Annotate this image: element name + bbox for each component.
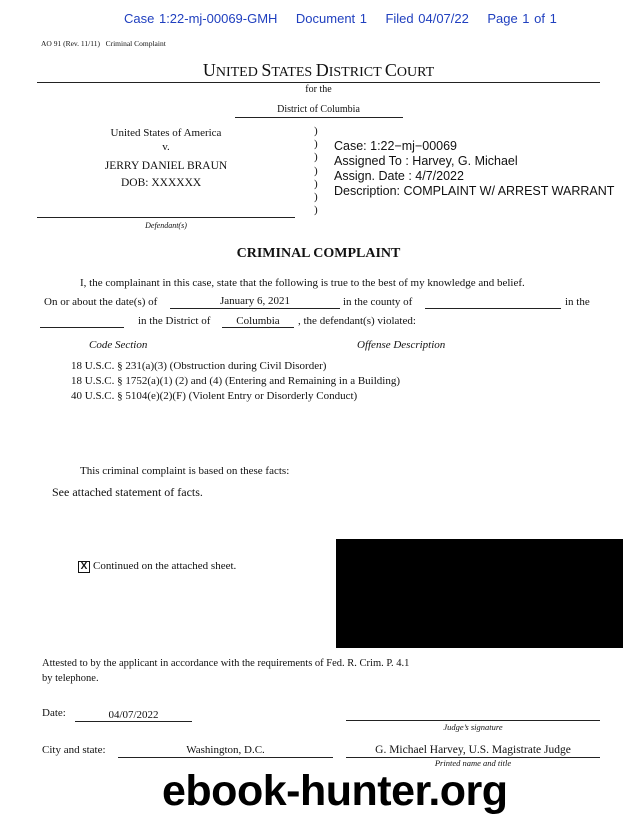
stamp-filed: Filed 04/07/22 [385, 11, 469, 26]
paren-2: ) [314, 138, 318, 151]
redacted-signature-block [336, 539, 623, 648]
defendant-dob: DOB: XXXXXX [121, 177, 202, 189]
court-name-u: U [202, 60, 216, 80]
district-value-rule [222, 327, 294, 328]
complainant-statement: I, the complainant in this case, state that the following is true to the best of my knowledge and belief. [80, 277, 525, 289]
in-the-label: in the [565, 296, 590, 308]
defendant-rule [37, 217, 295, 218]
court-name-c: C [384, 60, 397, 80]
stamp-document: Document 1 [295, 11, 367, 26]
document-title: CRIMINAL COMPLAINT [236, 246, 401, 261]
offense-date-rule [170, 308, 340, 309]
facts-intro: This criminal complaint is based on these facts: [80, 465, 290, 477]
district-label: in the District of [138, 315, 211, 327]
judge-signature-rule [346, 720, 600, 721]
form-id: AO 91 (Rev. 11/11) Criminal Complaint [41, 39, 166, 48]
defendant-label: Defendant(s) [145, 221, 187, 230]
case-info [334, 139, 614, 199]
paren-1: ) [314, 125, 318, 137]
court-name-p1: NITED [215, 65, 262, 80]
caption-parens [314, 125, 318, 217]
paren-3: ) [314, 151, 318, 164]
plaintiff: United States of America [110, 127, 222, 139]
offense-date: January 6, 2021 [220, 295, 290, 307]
district-rule [235, 117, 403, 118]
checkbox-mark: X [80, 561, 88, 572]
city-state-label: City and state: [42, 744, 106, 756]
case-number: Case: 1:22−mj−00069 [334, 139, 458, 153]
filing-stamp [124, 11, 557, 26]
case-description: Description: COMPLAINT W/ ARREST WARRANT [334, 184, 615, 198]
stamp-page: Page 1 of 1 [487, 11, 557, 26]
county-label: in the county of [343, 296, 413, 308]
continued-label: Continued on the attached sheet. [93, 560, 237, 572]
district-value: Columbia [236, 315, 280, 327]
city-state-rule [118, 757, 333, 758]
case-assigned: Assigned To : Harvey, G. Michael [334, 154, 518, 168]
district-name: District of Columbia [277, 104, 360, 115]
code-section-header: Code Section [89, 339, 148, 351]
district-blank-rule [40, 327, 124, 328]
paren-6: ) [314, 191, 318, 204]
county-rule [425, 308, 561, 309]
offense-item: 18 U.S.C. § 231(a)(3) (Obstruction during Civil Disorder) [71, 360, 327, 372]
paren-7: ) [314, 204, 318, 217]
offense-description-header: Offense Description [357, 339, 446, 351]
printed-name-label: Printed name and title [434, 758, 512, 768]
court-name [0, 60, 637, 81]
paren-4: ) [314, 164, 318, 177]
court-name-p3: ISTRICT [328, 65, 385, 80]
signing-date-rule [75, 721, 192, 722]
court-name-p2: TATES [271, 65, 316, 80]
court-name-p4: OURT [396, 65, 435, 80]
city-state-value: Washington, D.C. [186, 744, 265, 756]
court-name-s: S [261, 60, 272, 80]
date-prefix: On or about the date(s) of [44, 296, 158, 308]
versus: v. [162, 141, 170, 153]
attestation-line2: by telephone. [42, 673, 99, 684]
date-label: Date: [42, 707, 66, 719]
attestation-line1: Attested to by the applicant in accordance with the requirements of Fed. R. Crim. P. 4.1 [42, 658, 410, 669]
watermark-text: ebook-hunter.org [162, 767, 508, 815]
offense-item: 40 U.S.C. § 5104(e)(2)(F) (Violent Entry or Disorderly Conduct) [71, 390, 358, 402]
facts-see-attached: See attached statement of facts. [52, 485, 203, 499]
violated-label: , the defendant(s) violated: [298, 315, 416, 327]
for-the: for the [305, 84, 332, 95]
judge-signature-label: Judge’s signature [443, 722, 503, 732]
court-name-d: D [315, 60, 329, 80]
judge-name: G. Michael Harvey, U.S. Magistrate Judge [375, 744, 571, 756]
signing-date: 04/07/2022 [108, 709, 159, 721]
continued-checkbox[interactable] [78, 561, 90, 573]
case-assign-date: Assign. Date : 4/7/2022 [334, 169, 464, 183]
paren-5: ) [314, 177, 318, 190]
offense-item: 18 U.S.C. § 1752(a)(1) (2) and (4) (Entering and Remaining in a Building) [71, 375, 401, 387]
offense-list [71, 359, 400, 404]
court-title-rule [37, 82, 600, 83]
stamp-case: Case 1:22-mj-00069-GMH [124, 11, 278, 26]
defendant-name: JERRY DANIEL BRAUN [104, 160, 228, 172]
